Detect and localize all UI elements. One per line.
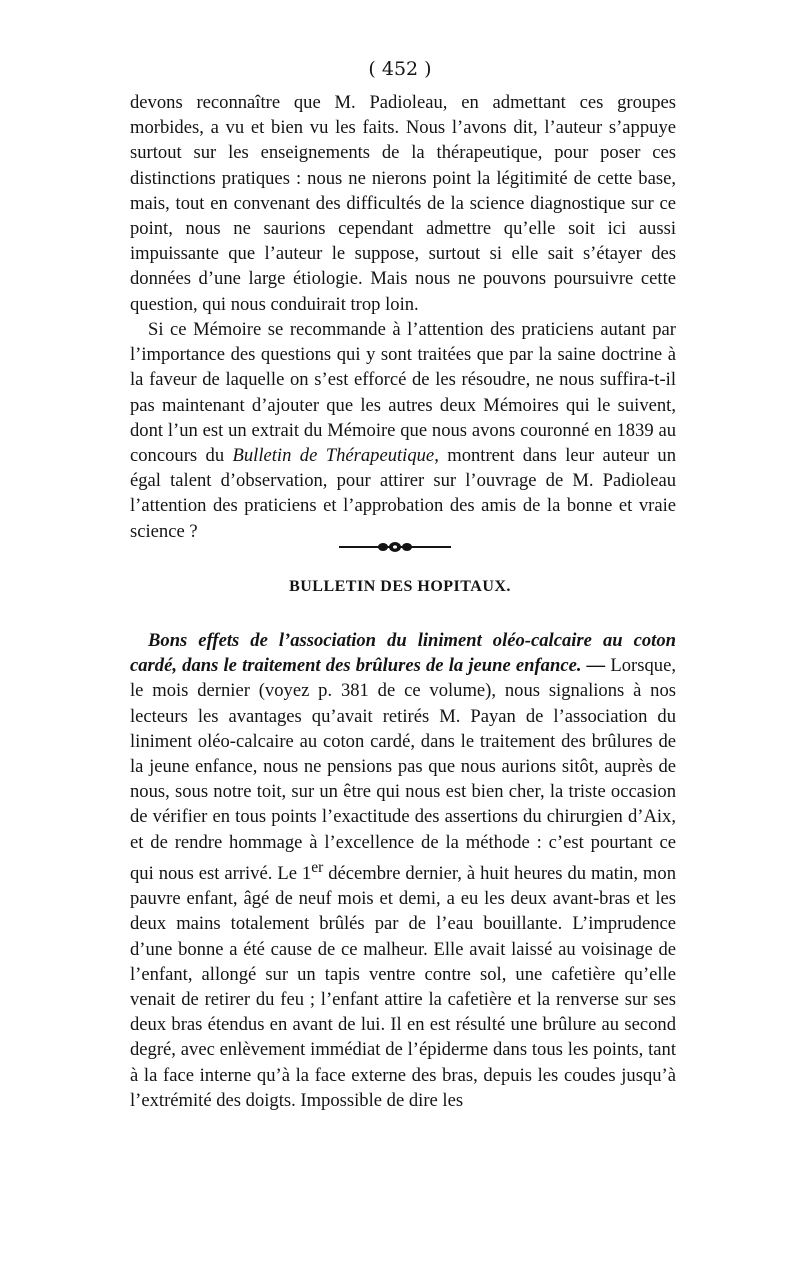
article-body-start: Lorsque, le mois dernier (voyez p. 381 de ce volume), nous signalions à nos lecteurs les avantages qu’avait retirés M. Payan de l’association du liniment oléo-calcaire au coton cardé, dans le traitement des brûlures de la jeune enfance, nous ne pensions pas que nous aurions sitôt, auprès de nous, sous notre toit, sur un être qui nous est bien cher, la triste occasion de vérifier en tous points l’exactitude des assertions du chirurgien d’Aix, et de rendre hommage à l’excellence de la méthode : c’est pourtant ce qui nous est arrivé. Le 1 xyxy=(130,655,676,885)
section-ornament xyxy=(337,540,453,554)
article-text xyxy=(130,628,676,1113)
article-body-rest: décembre dernier, à huit heures du matin, mon pauvre enfant, âgé de neuf mois et demi, a eu les deux avant-bras et les deux mains totalement brûlés par de l’eau bouillante. L’imprudence d’une bonne a été cause de ce malheur. Elle avait laissé au voisinage de l’enfant, allongé sur un tapis ventre contre sol, une cafetière qu’elle venait de retirer du feu ; l’enfant attire la cafetière et la renverse sur ses deux bras étendus en avant de lui. Il en est résulté une brûlure au second degré, avec enlèvement immédiat de l’épiderme dans tous les points, tant à la face interne qu’à la face externe des bras, depuis les coudes jusqu’à l’extrémité des doigts. Impossible de dire les xyxy=(130,863,676,1111)
section-title: BULLETIN DES HOPITAUX. xyxy=(289,578,511,595)
paragraph-1 xyxy=(130,90,676,317)
paragraph-2-after: , montrent dans leur auteur un égal talent d’observation, pour attirer sur l’ouvrage de M. Padioleau l’attention des praticiens et l’approbation des amis de la bonne et vraie science ? xyxy=(130,445,676,542)
paragraph-1-text: devons reconnaître que M. Padioleau, en admettant ces groupes morbides, a vu et bien vu les faits. Nous l’avons dit, l’auteur s’appuye surtout sur les enseignements de la thérapeutique, pour poser ces distinctions pratiques : nous ne nierons point la légitimité de cette base, mais, tout en convenant des difficultés de la science diagnostique sur ce point, nous ne saurions cependant admettre qu’elle soit ici aussi impuissante que l’auteur le suppose, surtout si elle sait s’étayer des données d’une large étiologie. Mais nous ne pouvons poursuivre cette question, qui nous conduirait trop loin. xyxy=(130,92,676,315)
page-number: ( 452 ) xyxy=(368,58,432,80)
article xyxy=(130,628,676,1113)
ordinal-superscript: er xyxy=(311,858,324,876)
article-title: Bons effets de l’association du liniment oléo-calcaire au coton cardé, dans le traitement des brûlures de la jeune enfance. — xyxy=(130,630,676,677)
paragraph-2 xyxy=(130,317,676,544)
journal-title: Bulletin de Thérapeutique xyxy=(232,445,435,467)
paragraph-2-before: Si ce Mémoire se recommande à l’attention des praticiens autant par l’importance des questions qui y sont traitées que par la saine doctrine à la faveur de laquelle on s’est efforcé de les résoudre, ne nous suffira-t-il pas maintenant d’ajouter que les autres deux Mémoires qui le suivent, dont l’un est un extrait du Mémoire que nous avons couronné en 1839 au concours du xyxy=(130,319,676,467)
paragraph-2-text xyxy=(130,317,676,544)
